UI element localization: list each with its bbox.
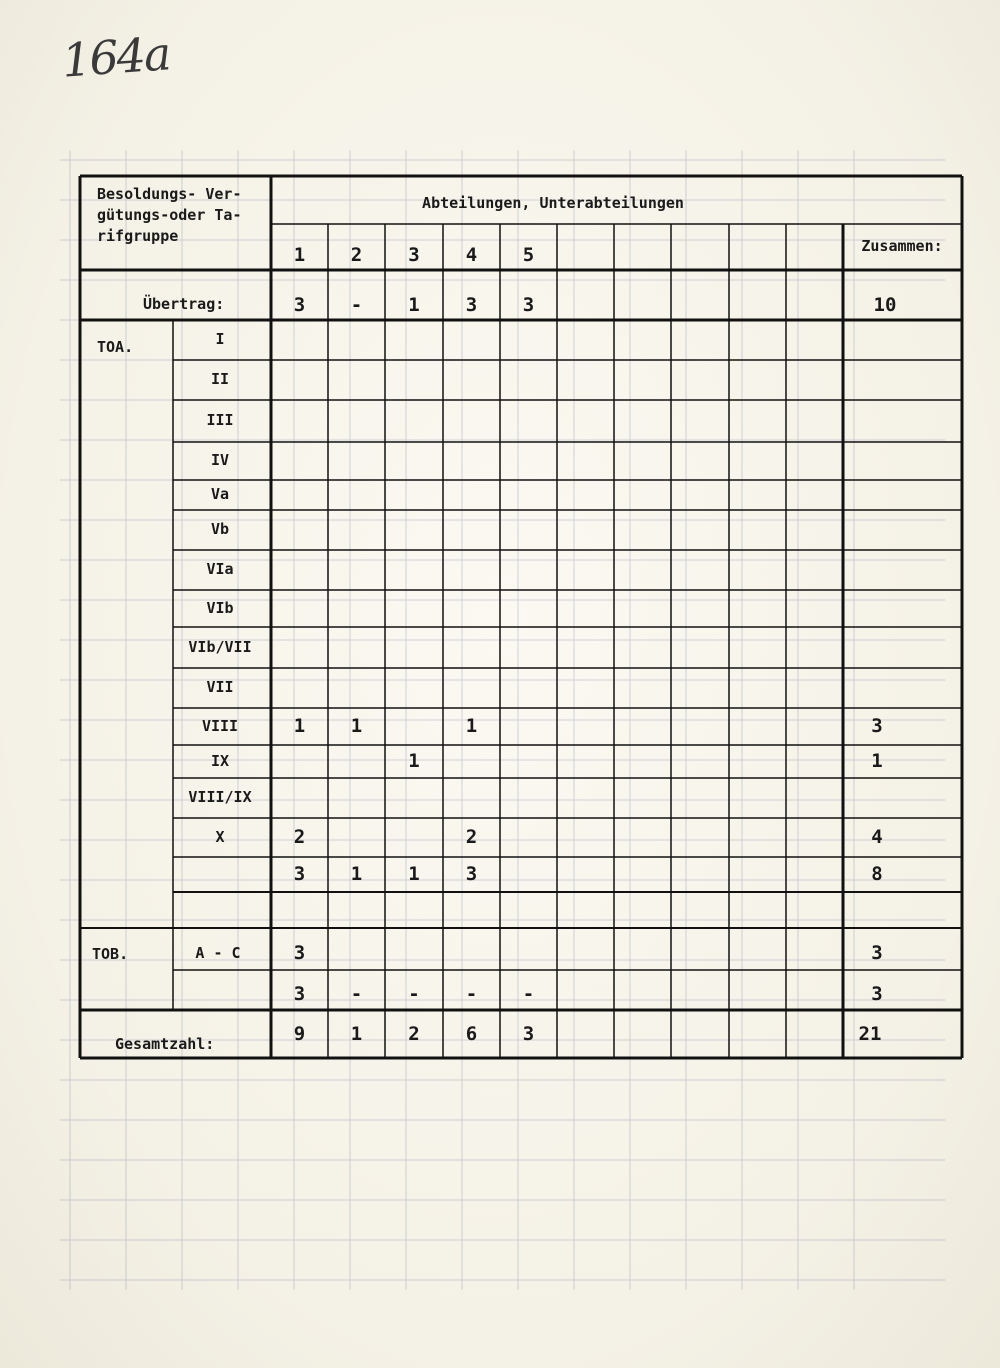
group-header-line: gütungs-oder Ta- (97, 206, 242, 224)
toa-group-label: I (215, 330, 225, 348)
toa-subtotal-total: 8 (871, 863, 883, 885)
tob-label: TOB. (92, 945, 129, 963)
toa-group-label: VIb (206, 598, 234, 617)
toa-subtotal-value: 3 (293, 863, 306, 885)
grand-total-value: 9 (293, 1023, 306, 1045)
grand-total-value: 2 (408, 1023, 420, 1045)
column-number: 2 (350, 244, 363, 266)
toa-group-label: III (206, 411, 234, 429)
toa-subtotal-value: 1 (350, 863, 363, 885)
toa-group-label: Va (210, 485, 230, 503)
tob-cell-value: 3 (293, 942, 306, 964)
carryover-total: 10 (873, 294, 897, 316)
toa-group-label: II (210, 370, 230, 388)
carryover-label: Übertrag: (143, 295, 225, 313)
carryover-value: 3 (465, 294, 478, 316)
toa-group-label: VIa (206, 560, 234, 578)
column-number: 1 (293, 244, 306, 266)
toa-cell-value: 2 (465, 825, 478, 848)
total-header: Zusammen: (861, 237, 943, 255)
column-number: 5 (522, 244, 535, 266)
grand-total-value: 1 (350, 1023, 363, 1045)
toa-group-label: VIb/VII (188, 637, 252, 656)
carryover-value: 3 (293, 294, 306, 316)
toa-group-label: X (215, 827, 225, 846)
toa-group-label: VIII/IX (188, 788, 252, 806)
dept-header: Abteilungen, Unterabteilungen (422, 194, 684, 212)
toa-cell-value: 1 (465, 714, 478, 737)
carryover-value: 1 (408, 294, 420, 316)
toa-cell-value: 1 (408, 749, 420, 772)
toa-cell-value: 1 (350, 714, 363, 737)
toa-group-label: IV (210, 451, 230, 469)
toa-subtotal-value: 3 (465, 863, 478, 885)
toa-cell-value: 1 (293, 714, 306, 737)
tob-group-label: A - C (195, 944, 241, 962)
toa-group-label: VIII (201, 716, 239, 735)
column-number: 3 (408, 244, 420, 266)
tob-subtotal-value: - (522, 983, 535, 1005)
toa-cell-value: 2 (293, 825, 306, 848)
tob-subtotal-value: - (465, 983, 478, 1005)
grand-total-total: 21 (858, 1023, 882, 1045)
grand-total-value: 3 (522, 1023, 535, 1045)
carryover-value: 3 (522, 294, 535, 316)
toa-group-label: IX (210, 751, 230, 770)
tob-row-total: 3 (871, 942, 883, 964)
toa-row-total: 4 (871, 825, 883, 848)
tob-subtotal-value: - (350, 983, 363, 1005)
group-header-line: rifgruppe (97, 227, 179, 245)
grand-total-value: 6 (465, 1023, 478, 1045)
tob-subtotal-value: 3 (293, 983, 306, 1005)
handwritten-page-number: 164a (60, 26, 171, 88)
toa-subtotal-value: 1 (408, 863, 420, 885)
toa-label: TOA. (97, 338, 134, 356)
toa-row-total: 1 (871, 749, 883, 772)
carryover-value: - (350, 294, 363, 316)
toa-group-label: VII (206, 678, 234, 696)
group-header-line: Besoldungs- Ver- (97, 185, 242, 203)
toa-group-label: Vb (210, 520, 230, 538)
tob-subtotal-value: - (408, 983, 420, 1005)
tob-subtotal-total: 3 (871, 983, 883, 1005)
column-number: 4 (465, 244, 478, 266)
grand-total-label: Gesamtzahl: (115, 1035, 215, 1053)
toa-row-total: 3 (871, 714, 883, 737)
